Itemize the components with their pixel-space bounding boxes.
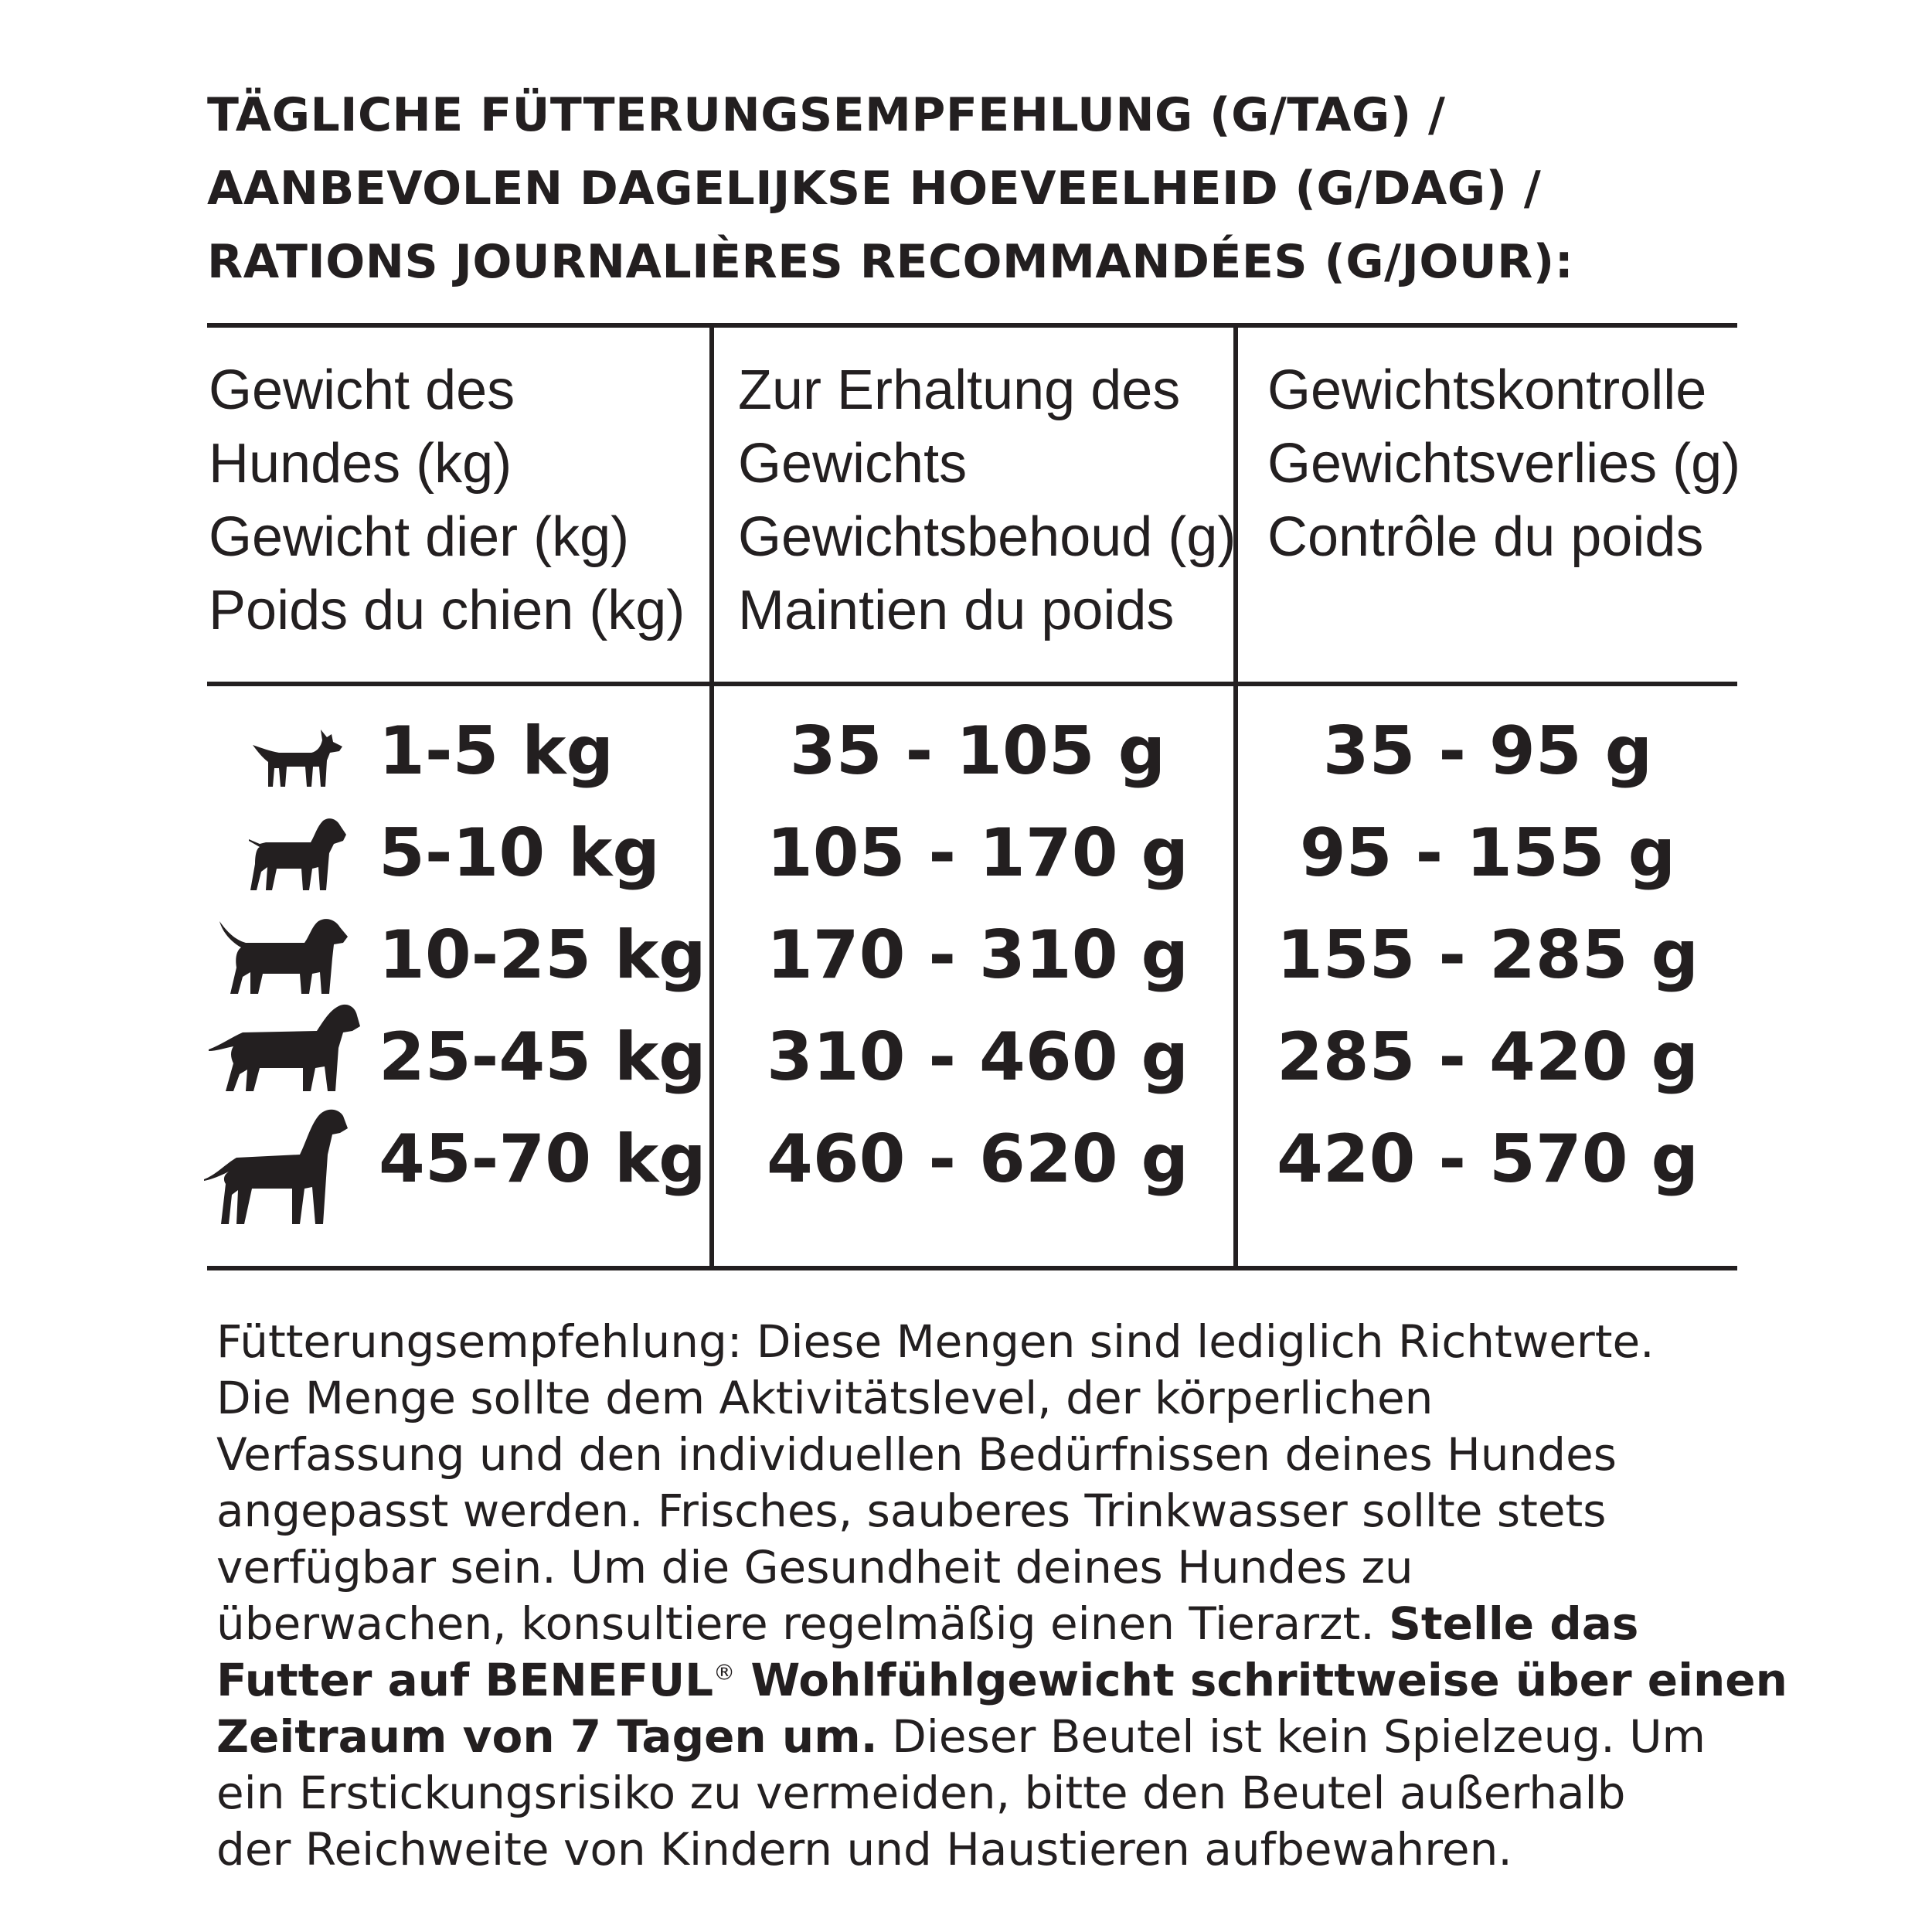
table-bottom-rule xyxy=(207,1266,1737,1270)
table-row xyxy=(0,1006,1932,1108)
table-row xyxy=(0,802,1932,904)
page-title xyxy=(207,79,1784,299)
weight-range: 5-10 kg xyxy=(379,815,660,892)
weight-control-amount: 420 - 570 g xyxy=(1276,1121,1699,1198)
transition-instruction: Stelle das xyxy=(1389,1597,1639,1650)
header-weight-maintenance: Zur Erhaltung des Gewichts Gewichtsbehoud (g) Maintien du poids xyxy=(738,359,1236,641)
table-top-rule xyxy=(207,323,1737,328)
registered-mark: ® xyxy=(713,1659,736,1685)
header-dog-weight: Gewicht des Hundes (kg) Gewicht dier (kg) Poids du chien (kg) xyxy=(209,359,685,641)
maintenance-amount: 170 - 310 g xyxy=(766,917,1189,994)
weight-control-amount: 35 - 95 g xyxy=(1322,713,1653,790)
terrier-dog-icon xyxy=(246,813,348,896)
table-row xyxy=(0,700,1932,802)
title-line-fr: RATIONS JOURNALIÈRES RECOMMANDÉES (G/JOUR): xyxy=(207,235,1574,289)
maintenance-amount: 105 - 170 g xyxy=(766,815,1189,892)
beagle-dog-icon xyxy=(218,913,349,1000)
weight-control-amount: 285 - 420 g xyxy=(1276,1019,1699,1096)
maintenance-amount: 35 - 105 g xyxy=(789,713,1166,790)
table-row xyxy=(0,1108,1932,1210)
feeding-notes: Fütterungsempfehlung: Diese Mengen sind lediglich Richtwerte. Die Menge sollte dem Aktivitätslevel, der körperlichen Verfassung und den individuellen Bedürfnissen deines Hundes angepasst werden. Frisches, sauberes Trinkwasser sollte stets verfügbar sein. Um die Gesundheit deines Hundes zu überwachen, konsultiere regelmäßig einen Tierarzt. Stelle das Futter auf BENEFUL® Wohlfühlgewicht schrittweise über einen Zeitraum von 7 Tagen um. Dieser Beutel ist kein Spielzeug. Um ein Erstickungsrisiko zu vermeiden, bitte den Beutel außerhalb der Reichweite von Kindern und Haustieren aufbewahren. xyxy=(216,1315,1787,1876)
weight-range: 25-45 kg xyxy=(379,1019,706,1096)
weight-range: 10-25 kg xyxy=(379,917,706,994)
title-line-de: TÄGLICHE FÜTTERUNGSEMPFEHLUNG (G/TAG) / xyxy=(207,88,1446,142)
table-row xyxy=(0,904,1932,1006)
maintenance-amount: 460 - 620 g xyxy=(766,1121,1189,1198)
table-header-rule xyxy=(207,682,1737,686)
weight-control-amount: 95 - 155 g xyxy=(1299,815,1676,892)
small-dog-icon xyxy=(251,723,344,793)
title-line-nl: AANBEVOLEN DAGELIJKSE HOEVEELHEID (G/DAG) / xyxy=(207,162,1542,216)
weight-control-amount: 155 - 285 g xyxy=(1276,917,1699,994)
maintenance-amount: 310 - 460 g xyxy=(766,1019,1189,1096)
labrador-dog-icon xyxy=(207,1000,362,1097)
large-dog-icon xyxy=(202,1105,349,1230)
weight-range: 1-5 kg xyxy=(379,713,614,790)
header-weight-control: Gewichtskontrolle Gewichtsverlies (g) Contrôle du poids xyxy=(1267,359,1741,568)
weight-range: 45-70 kg xyxy=(379,1121,706,1198)
